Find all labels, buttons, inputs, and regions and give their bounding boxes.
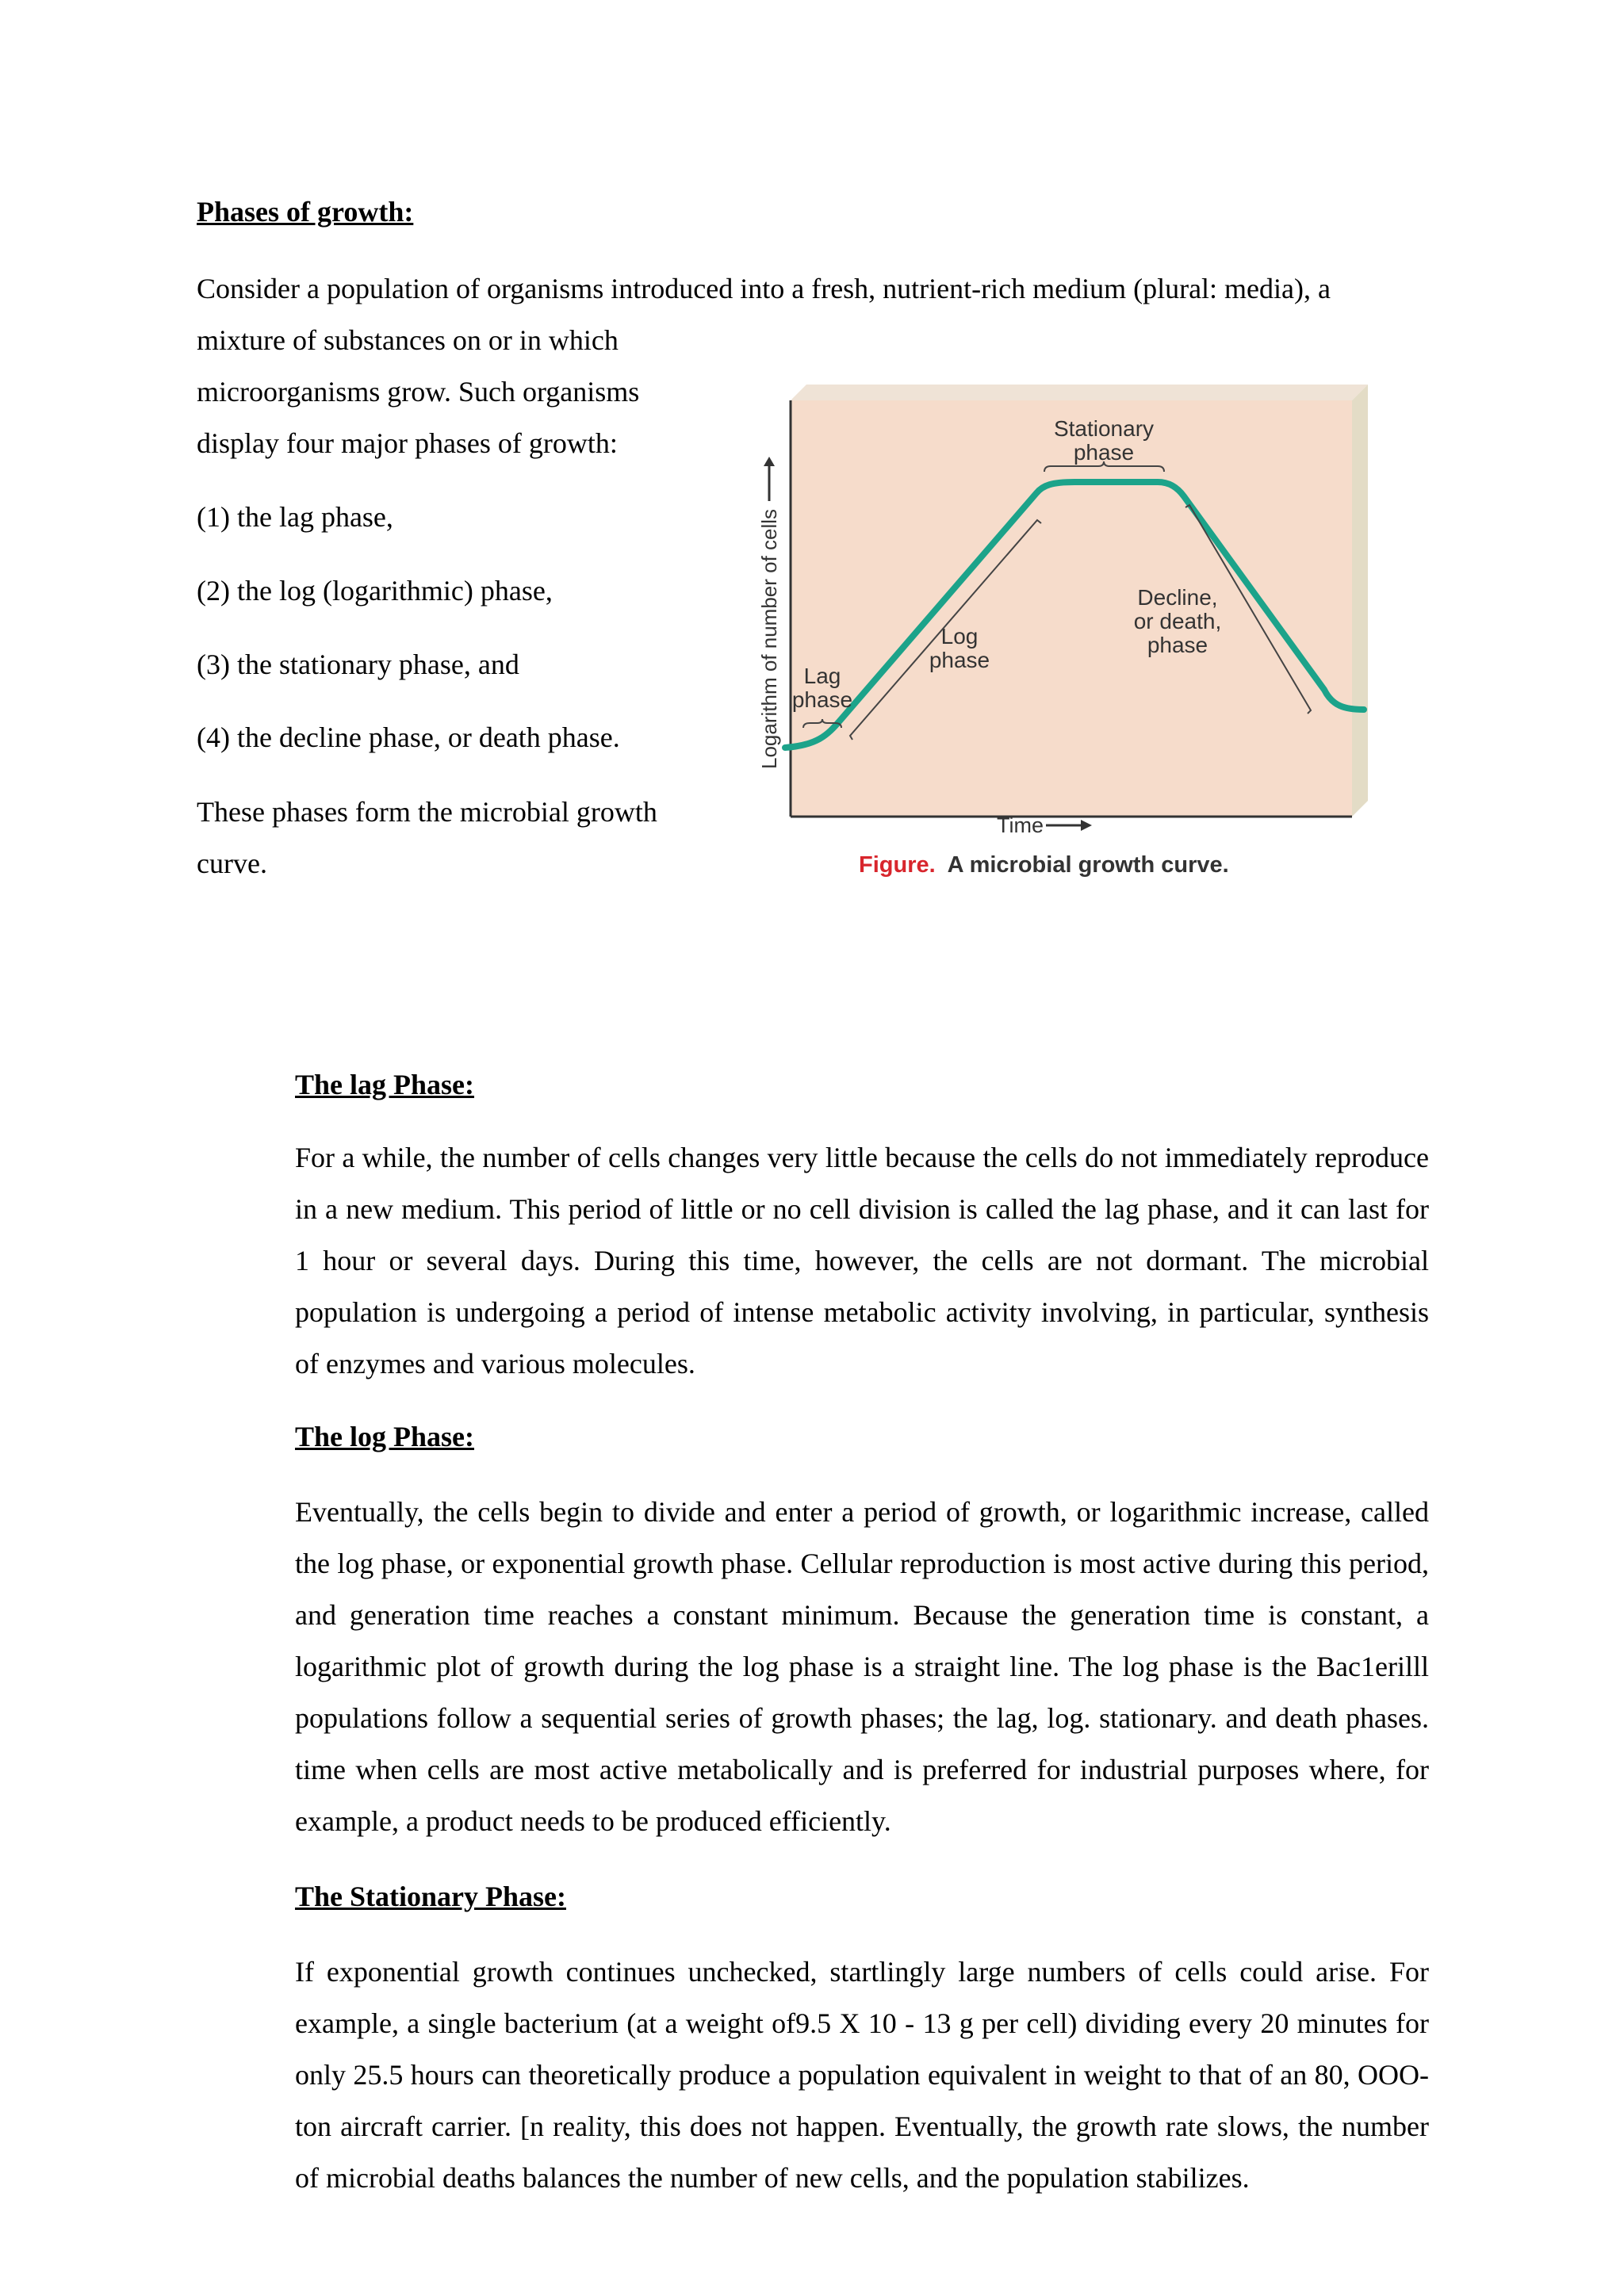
label-stationary: phase — [1073, 440, 1135, 465]
label-lag: phase — [791, 687, 853, 712]
label-decline: or death, — [1133, 609, 1222, 633]
phase-list-item: (1) the lag phase, — [197, 501, 393, 533]
growth-curve-sentence: These phases form the microbial growth curve. — [197, 796, 657, 879]
y-axis-arrowhead — [764, 457, 775, 466]
x-axis-label: Time — [997, 813, 1044, 837]
label-log: phase — [929, 648, 990, 672]
figure-caption — [859, 852, 1229, 878]
figure-panel-top — [791, 385, 1368, 400]
log-phase-paragraph: Eventually, the cells begin to divide and enter a period of growth, or logarithmic increase, called the log phase, or exponential growth phase. Cellular reproduction is most active during this period, and generation time reaches a constant minimum. Because the generation time is constant, a logarithmic plot of growth during the log phase is a straight line. The log phase is the Bac1erilll populations follow a sequential series of growth phases; the lag, log. stationary. and death phases. time when cells are most active metabolically and is preferred for industrial purposes where, for example, a product needs to be produced efficiently. — [295, 1496, 1429, 1837]
stationary-phase-heading: The Stationary Phase: — [295, 1881, 566, 1912]
stationary-phase-paragraph: If exponential growth continues unchecked, startlingly large numbers of cells could arise. For example, a single bacterium (at a weight of9.5 X 10 - 13 g per cell) dividing every 20 minutes for only 25.5 hours can theoretically produce a population equivalent in weight to that of an 80, OOO-ton aircraft carrier. [n reality, this does not happen. Eventually, the growth rate slows, the number of microbial deaths balances the number of new cells, and the population stabilizes. — [295, 1956, 1429, 2194]
section-title: Phases of growth: — [197, 196, 414, 228]
y-axis-label: Logarithm of number of cells — [757, 508, 781, 769]
label-lag: Lag — [803, 664, 841, 688]
figure-caption-text: A microbial growth curve. — [947, 852, 1229, 878]
phase-list-item: (2) the log (logarithmic) phase, — [197, 575, 553, 607]
phase-list-item: (4) the decline phase, or death phase. — [197, 721, 620, 753]
x-axis-arrowhead — [1081, 820, 1092, 831]
label-decline: phase — [1147, 633, 1208, 657]
lag-phase-heading: The lag Phase: — [295, 1069, 475, 1100]
label-log: Log — [940, 624, 979, 649]
intro-first-line: Consider a population of organisms introduced into a fresh, nutrient-rich medium (plural: media), a — [197, 273, 1331, 304]
intro-paragraph: mixture of substances on or in which microorganisms grow. Such organisms display four major phases of growth: — [197, 324, 640, 459]
growth-curve-figure — [757, 373, 1368, 888]
log-phase-heading: The log Phase: — [295, 1421, 475, 1452]
figure-panel-side — [1352, 385, 1368, 817]
lag-phase-paragraph: For a while, the number of cells changes very little because the cells do not immediately reproduce in a new medium. This period of little or no cell division is called the lag phase, and it can last for 1 hour or several days. During this time, however, the cells are not dormant. The microbial population is undergoing a period of intense metabolic activity involving, in particular, synthesis of enzymes and various molecules. — [295, 1142, 1429, 1380]
label-stationary: Stationary — [1053, 416, 1155, 441]
label-decline: Decline, — [1137, 585, 1218, 610]
phase-list-item: (3) the stationary phase, and — [197, 649, 519, 680]
figure-caption-prefix: Figure. — [859, 852, 936, 878]
